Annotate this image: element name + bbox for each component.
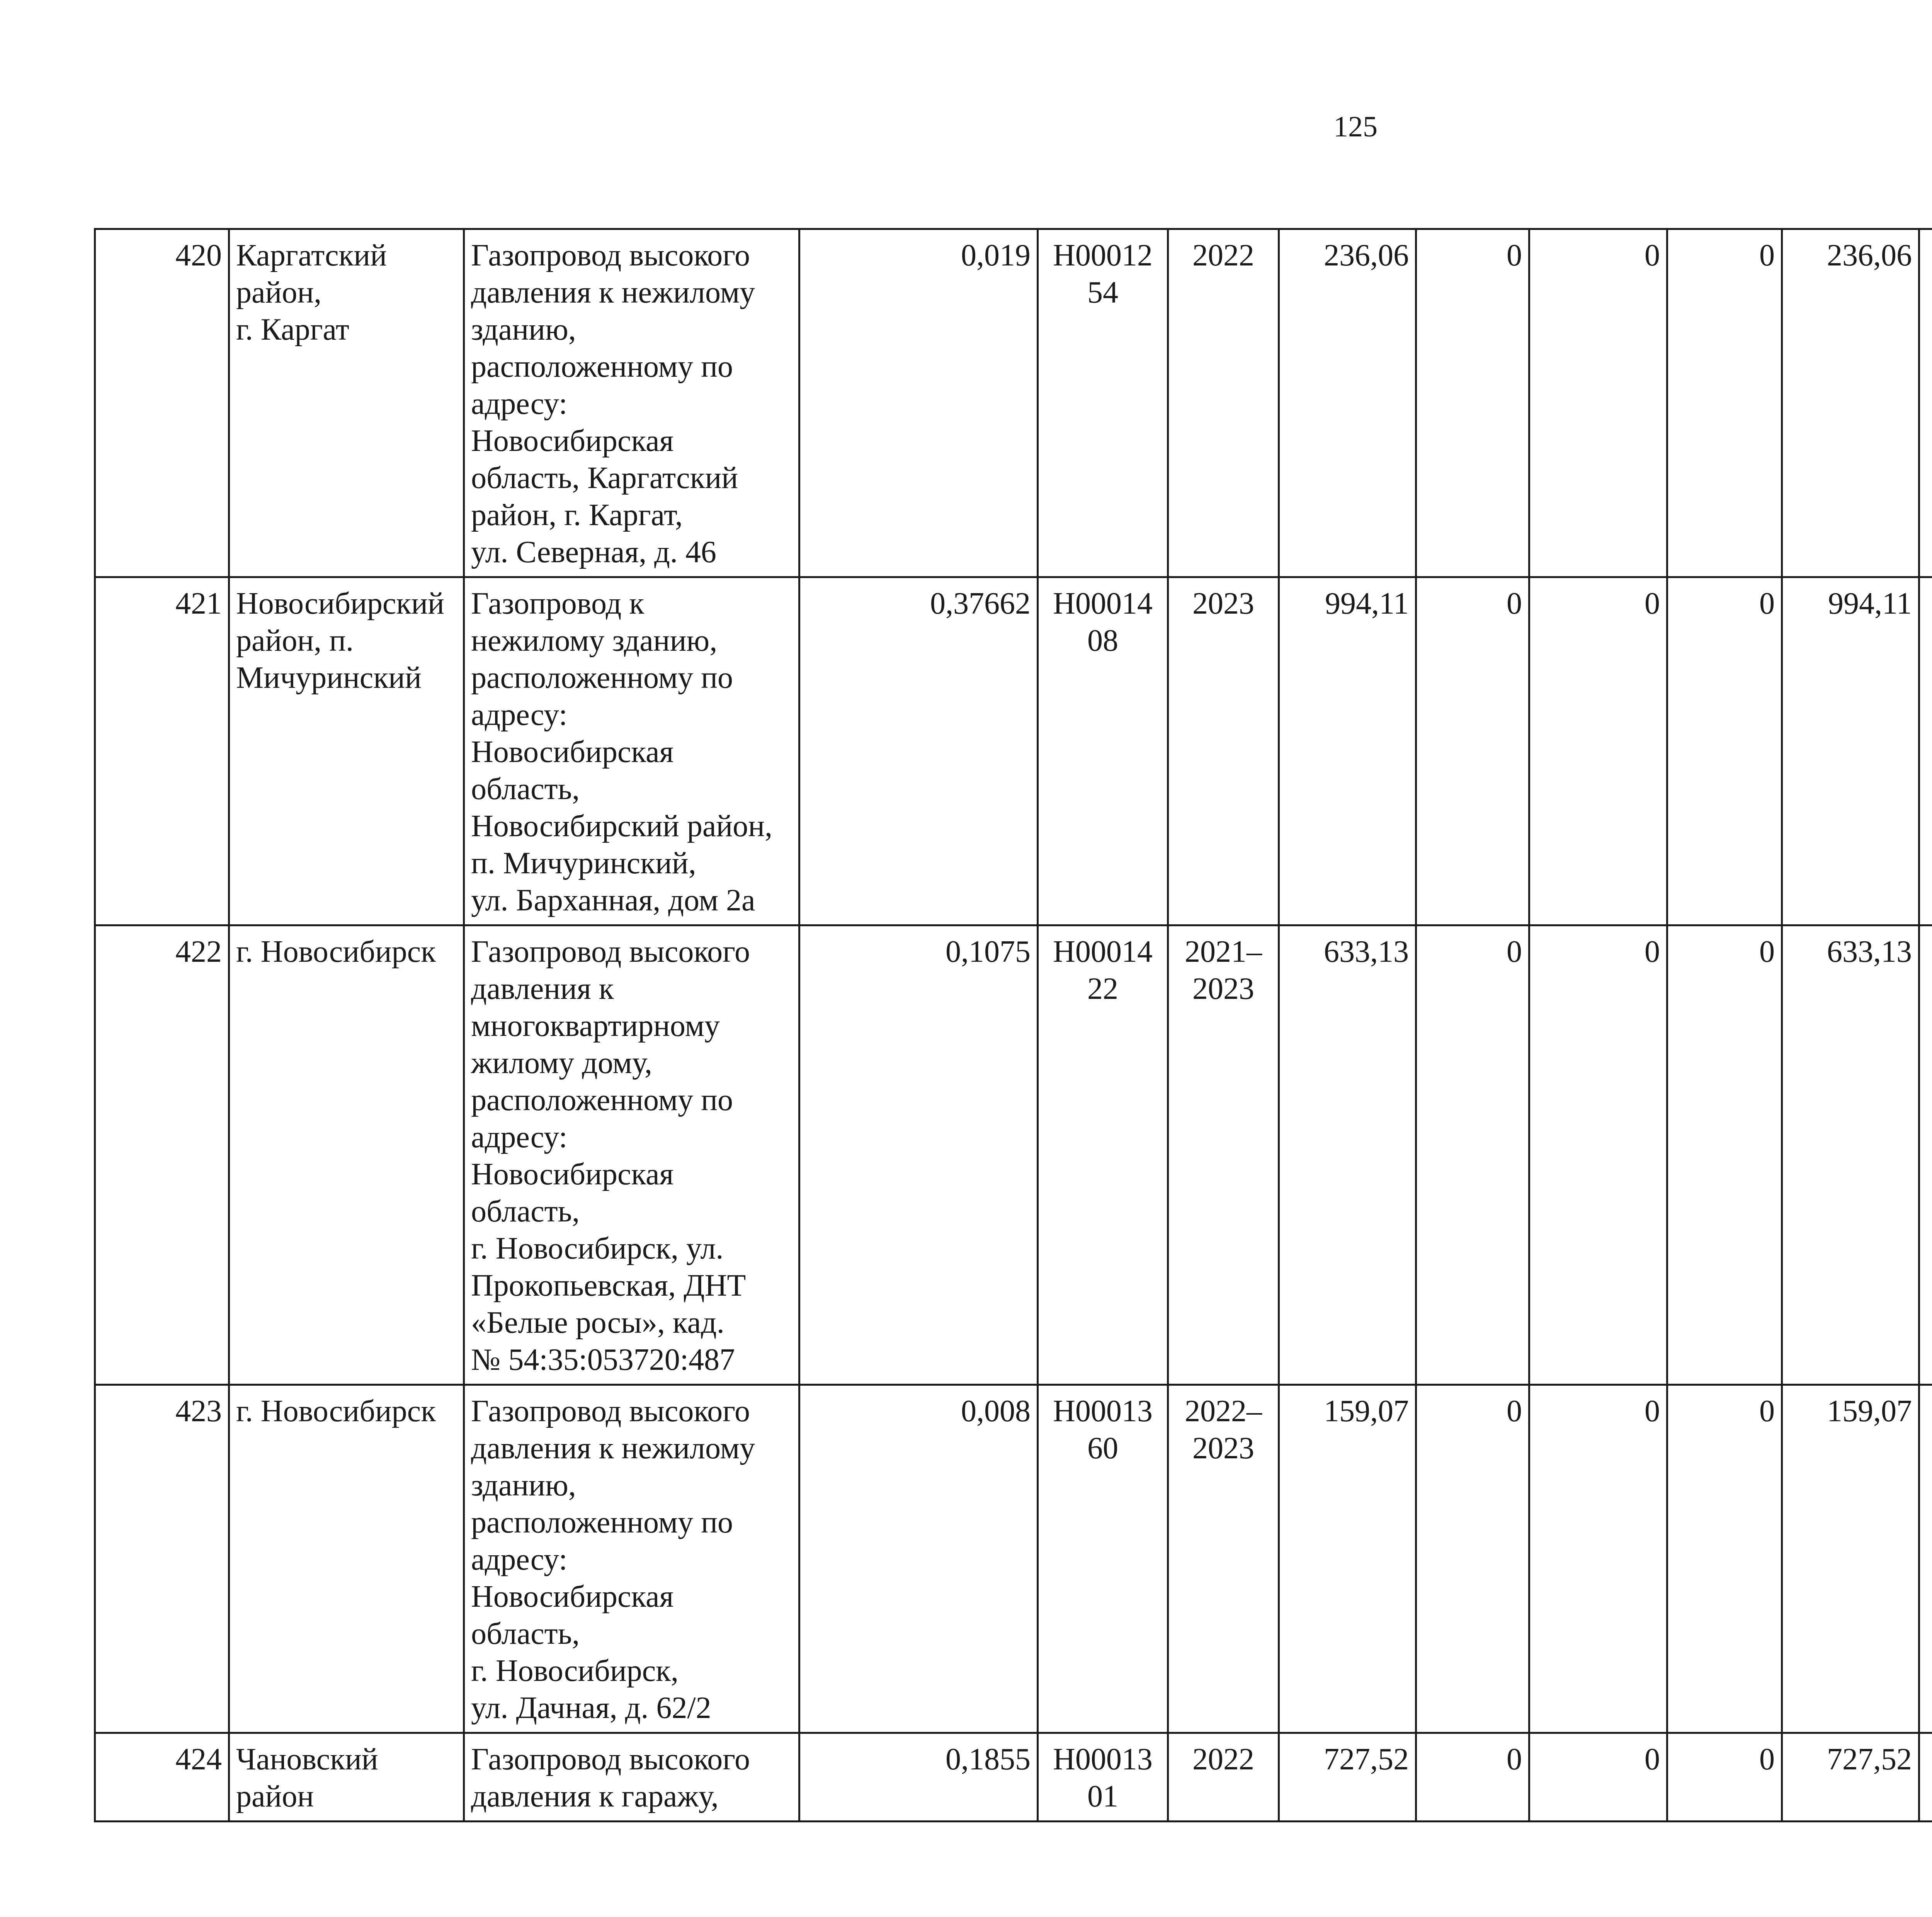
- district-cell: Каргатский район, г. Каргат: [229, 229, 464, 577]
- cost-column-1-cell: 0: [1416, 229, 1529, 577]
- total-cost-cell: 633,13: [1279, 925, 1416, 1385]
- row-number: 422: [95, 925, 229, 1385]
- owner-cell: [1919, 1385, 1932, 1733]
- length-cell: 0,1075: [799, 925, 1038, 1385]
- cost-column-3-cell: 0: [1667, 925, 1782, 1385]
- year-cell: 2022– 2023: [1168, 1385, 1279, 1733]
- cost-column-2-cell: 0: [1529, 577, 1667, 925]
- cost-column-1-cell: 0: [1416, 925, 1529, 1385]
- cost-column-4-cell: 159,07: [1782, 1385, 1919, 1733]
- gas-pipeline-table: [94, 228, 1932, 1822]
- cost-column-3-cell: 0: [1667, 1385, 1782, 1733]
- owner-cell: [1919, 577, 1932, 925]
- table-row: [95, 1733, 1932, 1822]
- cost-column-4-cell: 633,13: [1782, 925, 1919, 1385]
- cost-column-4-cell: 994,11: [1782, 577, 1919, 925]
- owner-cell: [1919, 229, 1932, 577]
- row-number: 423: [95, 1385, 229, 1733]
- district-cell: г. Новосибирск: [229, 925, 464, 1385]
- length-cell: 0,008: [799, 1385, 1038, 1733]
- table-row: [95, 1385, 1932, 1733]
- cost-column-1-cell: 0: [1416, 1385, 1529, 1733]
- year-cell: 2022: [1168, 229, 1279, 577]
- inventory-code-cell: Н00014 22: [1038, 925, 1168, 1385]
- cost-column-2-cell: 0: [1529, 229, 1667, 577]
- year-cell: 2023: [1168, 577, 1279, 925]
- page-number: 125: [1333, 111, 1378, 143]
- inventory-code-cell: Н00012 54: [1038, 229, 1168, 577]
- cost-column-2-cell: 0: [1529, 925, 1667, 1385]
- cost-column-1-cell: 0: [1416, 1733, 1529, 1822]
- cost-column-4-cell: 236,06: [1782, 229, 1919, 577]
- district-cell: г. Новосибирск: [229, 1385, 464, 1733]
- object-description-cell: Газопровод высокого давления к нежилому зданию, расположенному по адресу: Новосибирская область, Каргатский район, г. Каргат, ул. Северная, д. 46: [464, 229, 799, 577]
- total-cost-cell: 236,06: [1279, 229, 1416, 577]
- row-number: 424: [95, 1733, 229, 1822]
- table-row: [95, 577, 1932, 925]
- length-cell: 0,1855: [799, 1733, 1038, 1822]
- table-row: [95, 925, 1932, 1385]
- cost-column-2-cell: 0: [1529, 1733, 1667, 1822]
- cost-column-3-cell: 0: [1667, 1733, 1782, 1822]
- row-number: 420: [95, 229, 229, 577]
- district-cell: Чановский район: [229, 1733, 464, 1822]
- table-row: [95, 229, 1932, 577]
- cost-column-1-cell: 0: [1416, 577, 1529, 925]
- cost-column-2-cell: 0: [1529, 1385, 1667, 1733]
- total-cost-cell: 994,11: [1279, 577, 1416, 925]
- object-description-cell: Газопровод высокого давления к нежилому зданию, расположенному по адресу: Новосибирская область, г. Новосибирск, ул. Дачная, д. 62/2: [464, 1385, 799, 1733]
- owner-cell: [1919, 1733, 1932, 1822]
- object-description-cell: Газопровод высокого давления к многоквартирному жилому дому, расположенному по адресу: Новосибирская область, г. Новосибирск, ул. Прокопьевская, ДНТ «Белые росы», кад. № 54:35:053720:487: [464, 925, 799, 1385]
- district-cell: Новосибирский район, п. Мичуринский: [229, 577, 464, 925]
- total-cost-cell: 159,07: [1279, 1385, 1416, 1733]
- object-description-cell: Газопровод к нежилому зданию, расположенному по адресу: Новосибирская область, Новосибирский район, п. Мичуринский, ул. Барханная, дом 2а: [464, 577, 799, 925]
- length-cell: 0,37662: [799, 577, 1038, 925]
- total-cost-cell: 727,52: [1279, 1733, 1416, 1822]
- cost-column-3-cell: 0: [1667, 577, 1782, 925]
- year-cell: 2021– 2023: [1168, 925, 1279, 1385]
- inventory-code-cell: Н00014 08: [1038, 577, 1168, 925]
- inventory-code-cell: Н00013 01: [1038, 1733, 1168, 1822]
- inventory-code-cell: Н00013 60: [1038, 1385, 1168, 1733]
- object-description-cell: Газопровод высокого давления к гаражу,: [464, 1733, 799, 1822]
- year-cell: 2022: [1168, 1733, 1279, 1822]
- length-cell: 0,019: [799, 229, 1038, 577]
- cost-column-3-cell: 0: [1667, 229, 1782, 577]
- cost-column-4-cell: 727,52: [1782, 1733, 1919, 1822]
- owner-cell: [1919, 925, 1932, 1385]
- row-number: 421: [95, 577, 229, 925]
